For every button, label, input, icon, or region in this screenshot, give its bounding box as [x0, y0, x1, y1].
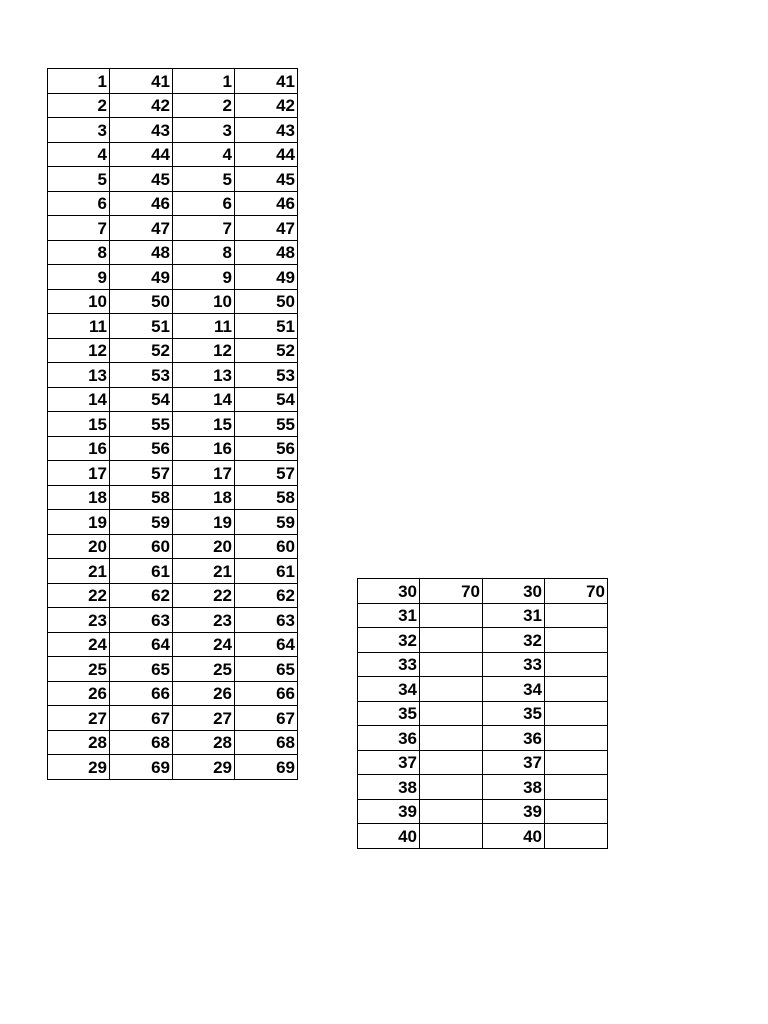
table-cell[interactable]: 23 — [48, 608, 110, 633]
table-cell[interactable]: 11 — [48, 314, 110, 339]
table-cell[interactable]: 4 — [48, 142, 110, 167]
table-row — [48, 314, 298, 339]
table-cell[interactable]: 58 — [235, 485, 298, 510]
table-cell[interactable]: 62 — [110, 583, 173, 608]
table-cell[interactable]: 17 — [173, 461, 235, 486]
table-cell[interactable]: 10 — [173, 289, 235, 314]
table-cell[interactable]: 3 — [173, 118, 235, 143]
table-row — [358, 824, 608, 849]
table-cell[interactable]: 41 — [110, 69, 173, 94]
table-cell[interactable]: 7 — [48, 216, 110, 241]
table-row — [48, 363, 298, 388]
table-row — [358, 701, 608, 726]
table-row — [358, 652, 608, 677]
table-cell[interactable] — [545, 799, 608, 824]
table-cell[interactable]: 64 — [235, 632, 298, 657]
table-cell[interactable] — [545, 726, 608, 751]
table-cell[interactable]: 38 — [358, 775, 420, 800]
table-cell[interactable]: 43 — [110, 118, 173, 143]
table-cell[interactable]: 7 — [173, 216, 235, 241]
table-row — [48, 118, 298, 143]
table-row — [48, 583, 298, 608]
table-cell[interactable]: 4 — [173, 142, 235, 167]
table-cell[interactable]: 12 — [173, 338, 235, 363]
table-cell[interactable]: 55 — [110, 412, 173, 437]
table-cell[interactable]: 6 — [173, 191, 235, 216]
table-cell[interactable]: 30 — [483, 579, 545, 604]
table-cell[interactable] — [545, 775, 608, 800]
table-cell[interactable]: 69 — [110, 755, 173, 780]
table-cell[interactable]: 40 — [483, 824, 545, 849]
table-row — [48, 142, 298, 167]
table-cell[interactable] — [545, 603, 608, 628]
table-cell[interactable]: 39 — [483, 799, 545, 824]
number-table-right — [357, 578, 608, 849]
table-cell[interactable]: 62 — [235, 583, 298, 608]
table-row — [358, 750, 608, 775]
table-row — [358, 628, 608, 653]
table-cell[interactable]: 22 — [48, 583, 110, 608]
table-cell[interactable]: 51 — [110, 314, 173, 339]
table-cell[interactable]: 44 — [235, 142, 298, 167]
table-row — [48, 461, 298, 486]
table-cell[interactable] — [420, 701, 483, 726]
table-cell[interactable] — [545, 750, 608, 775]
table-cell[interactable]: 19 — [48, 510, 110, 535]
table-cell[interactable]: 8 — [173, 240, 235, 265]
table-cell[interactable]: 67 — [235, 706, 298, 731]
table-cell[interactable]: 63 — [110, 608, 173, 633]
table-cell[interactable]: 24 — [173, 632, 235, 657]
table-cell[interactable]: 56 — [235, 436, 298, 461]
table-cell[interactable]: 65 — [110, 657, 173, 682]
table-cell[interactable]: 15 — [48, 412, 110, 437]
table-row — [48, 191, 298, 216]
table-cell[interactable]: 70 — [545, 579, 608, 604]
table-cell[interactable]: 30 — [358, 579, 420, 604]
table-row — [48, 632, 298, 657]
table-row — [358, 775, 608, 800]
table-cell[interactable]: 35 — [483, 701, 545, 726]
table-row — [358, 726, 608, 751]
table-row — [48, 289, 298, 314]
table-row — [48, 485, 298, 510]
table-cell[interactable]: 15 — [173, 412, 235, 437]
table-cell[interactable]: 26 — [173, 681, 235, 706]
table-cell[interactable]: 53 — [110, 363, 173, 388]
table-cell[interactable]: 20 — [173, 534, 235, 559]
table-cell[interactable]: 45 — [110, 167, 173, 192]
table-cell[interactable]: 36 — [358, 726, 420, 751]
table-cell[interactable]: 51 — [235, 314, 298, 339]
table-cell[interactable]: 19 — [173, 510, 235, 535]
table-row — [48, 338, 298, 363]
table-cell[interactable]: 55 — [235, 412, 298, 437]
table-cell[interactable]: 57 — [235, 461, 298, 486]
table-cell[interactable]: 65 — [235, 657, 298, 682]
table-cell[interactable]: 59 — [110, 510, 173, 535]
table-cell[interactable]: 16 — [173, 436, 235, 461]
table-cell[interactable]: 42 — [235, 93, 298, 118]
table-cell[interactable]: 35 — [358, 701, 420, 726]
table-cell[interactable]: 60 — [235, 534, 298, 559]
table-cell[interactable]: 60 — [110, 534, 173, 559]
table-cell[interactable]: 47 — [235, 216, 298, 241]
table-cell[interactable]: 49 — [110, 265, 173, 290]
table-cell[interactable]: 54 — [110, 387, 173, 412]
table-cell[interactable]: 67 — [110, 706, 173, 731]
table-cell[interactable] — [420, 603, 483, 628]
table-cell[interactable]: 28 — [48, 730, 110, 755]
table-cell[interactable]: 32 — [358, 628, 420, 653]
table-cell[interactable]: 50 — [235, 289, 298, 314]
table-cell[interactable]: 46 — [235, 191, 298, 216]
table-cell[interactable]: 32 — [483, 628, 545, 653]
table-cell[interactable]: 25 — [48, 657, 110, 682]
table-cell[interactable]: 61 — [110, 559, 173, 584]
table-cell[interactable]: 9 — [173, 265, 235, 290]
table-cell[interactable]: 33 — [358, 652, 420, 677]
table-cell[interactable] — [545, 652, 608, 677]
table-row — [48, 93, 298, 118]
table-cell[interactable]: 12 — [48, 338, 110, 363]
table-row — [48, 167, 298, 192]
number-table-left — [47, 68, 298, 780]
table-cell[interactable]: 54 — [235, 387, 298, 412]
table-cell[interactable]: 48 — [235, 240, 298, 265]
table-cell[interactable]: 27 — [48, 706, 110, 731]
table-cell[interactable]: 46 — [110, 191, 173, 216]
table-cell[interactable]: 3 — [48, 118, 110, 143]
table-cell[interactable]: 43 — [235, 118, 298, 143]
table-cell[interactable]: 39 — [358, 799, 420, 824]
table-cell[interactable]: 66 — [110, 681, 173, 706]
table-row — [48, 608, 298, 633]
table-cell[interactable]: 41 — [235, 69, 298, 94]
table-cell[interactable]: 37 — [483, 750, 545, 775]
table-cell[interactable]: 34 — [483, 677, 545, 702]
table-cell[interactable]: 63 — [235, 608, 298, 633]
table-cell[interactable]: 18 — [48, 485, 110, 510]
table-cell[interactable]: 68 — [110, 730, 173, 755]
table-cell[interactable]: 42 — [110, 93, 173, 118]
table-cell[interactable]: 10 — [48, 289, 110, 314]
table-cell[interactable]: 52 — [110, 338, 173, 363]
table-cell[interactable] — [420, 726, 483, 751]
table-cell[interactable] — [545, 824, 608, 849]
table-row — [48, 681, 298, 706]
table-cell[interactable]: 1 — [48, 69, 110, 94]
table-cell[interactable] — [545, 677, 608, 702]
table-cell[interactable]: 52 — [235, 338, 298, 363]
table-cell[interactable]: 16 — [48, 436, 110, 461]
table-cell[interactable]: 14 — [173, 387, 235, 412]
table-cell[interactable]: 13 — [48, 363, 110, 388]
table-cell[interactable]: 64 — [110, 632, 173, 657]
table-row — [358, 579, 608, 604]
table-cell[interactable]: 9 — [48, 265, 110, 290]
table-row — [48, 706, 298, 731]
table-cell[interactable]: 17 — [48, 461, 110, 486]
table-cell[interactable]: 5 — [173, 167, 235, 192]
table-cell[interactable]: 70 — [420, 579, 483, 604]
table-cell[interactable]: 27 — [173, 706, 235, 731]
table-cell[interactable] — [420, 652, 483, 677]
table-cell[interactable]: 68 — [235, 730, 298, 755]
table-cell[interactable]: 8 — [48, 240, 110, 265]
table-cell[interactable] — [420, 750, 483, 775]
table-cell[interactable] — [420, 628, 483, 653]
table-cell[interactable] — [420, 677, 483, 702]
table-cell[interactable] — [545, 701, 608, 726]
table-row — [48, 265, 298, 290]
table-cell[interactable]: 66 — [235, 681, 298, 706]
table-cell[interactable] — [420, 775, 483, 800]
table-cell[interactable]: 56 — [110, 436, 173, 461]
table-cell[interactable]: 58 — [110, 485, 173, 510]
table-cell[interactable]: 45 — [235, 167, 298, 192]
table-row — [48, 387, 298, 412]
table-cell[interactable]: 47 — [110, 216, 173, 241]
table-row — [48, 240, 298, 265]
table-cell[interactable]: 61 — [235, 559, 298, 584]
table-row — [358, 799, 608, 824]
table-cell[interactable]: 13 — [173, 363, 235, 388]
table-row — [358, 603, 608, 628]
table-row — [48, 412, 298, 437]
table-cell[interactable]: 2 — [173, 93, 235, 118]
table-cell[interactable] — [420, 824, 483, 849]
table-cell[interactable]: 22 — [173, 583, 235, 608]
table-cell[interactable]: 2 — [48, 93, 110, 118]
table-cell[interactable]: 31 — [358, 603, 420, 628]
table-cell[interactable] — [420, 799, 483, 824]
table-row — [48, 436, 298, 461]
table-cell[interactable]: 33 — [483, 652, 545, 677]
table-cell[interactable]: 50 — [110, 289, 173, 314]
table-cell[interactable]: 24 — [48, 632, 110, 657]
table-cell[interactable]: 53 — [235, 363, 298, 388]
table-cell[interactable]: 57 — [110, 461, 173, 486]
table-cell[interactable]: 36 — [483, 726, 545, 751]
table-row — [48, 755, 298, 780]
table-cell[interactable]: 26 — [48, 681, 110, 706]
table-cell[interactable]: 59 — [235, 510, 298, 535]
table-cell[interactable] — [545, 628, 608, 653]
table-cell[interactable]: 14 — [48, 387, 110, 412]
table-cell[interactable]: 44 — [110, 142, 173, 167]
table-cell[interactable]: 23 — [173, 608, 235, 633]
table-cell[interactable]: 6 — [48, 191, 110, 216]
table-cell[interactable]: 29 — [173, 755, 235, 780]
table-cell[interactable]: 1 — [173, 69, 235, 94]
table-cell[interactable]: 21 — [173, 559, 235, 584]
table-cell[interactable]: 31 — [483, 603, 545, 628]
table-row — [48, 657, 298, 682]
table-cell[interactable]: 49 — [235, 265, 298, 290]
table-cell[interactable]: 40 — [358, 824, 420, 849]
table-row — [358, 677, 608, 702]
table-cell[interactable]: 37 — [358, 750, 420, 775]
table-row — [48, 216, 298, 241]
table-cell[interactable]: 11 — [173, 314, 235, 339]
table-cell[interactable]: 69 — [235, 755, 298, 780]
table-cell[interactable]: 38 — [483, 775, 545, 800]
table-cell[interactable]: 18 — [173, 485, 235, 510]
table-cell[interactable]: 25 — [173, 657, 235, 682]
table-cell[interactable]: 48 — [110, 240, 173, 265]
table-cell[interactable]: 21 — [48, 559, 110, 584]
table-cell[interactable]: 20 — [48, 534, 110, 559]
table-row — [48, 534, 298, 559]
table-row — [48, 69, 298, 94]
table-cell[interactable]: 5 — [48, 167, 110, 192]
table-cell[interactable]: 28 — [173, 730, 235, 755]
table-row — [48, 559, 298, 584]
table-cell[interactable]: 34 — [358, 677, 420, 702]
table-row — [48, 510, 298, 535]
table-row — [48, 730, 298, 755]
table-cell[interactable]: 29 — [48, 755, 110, 780]
